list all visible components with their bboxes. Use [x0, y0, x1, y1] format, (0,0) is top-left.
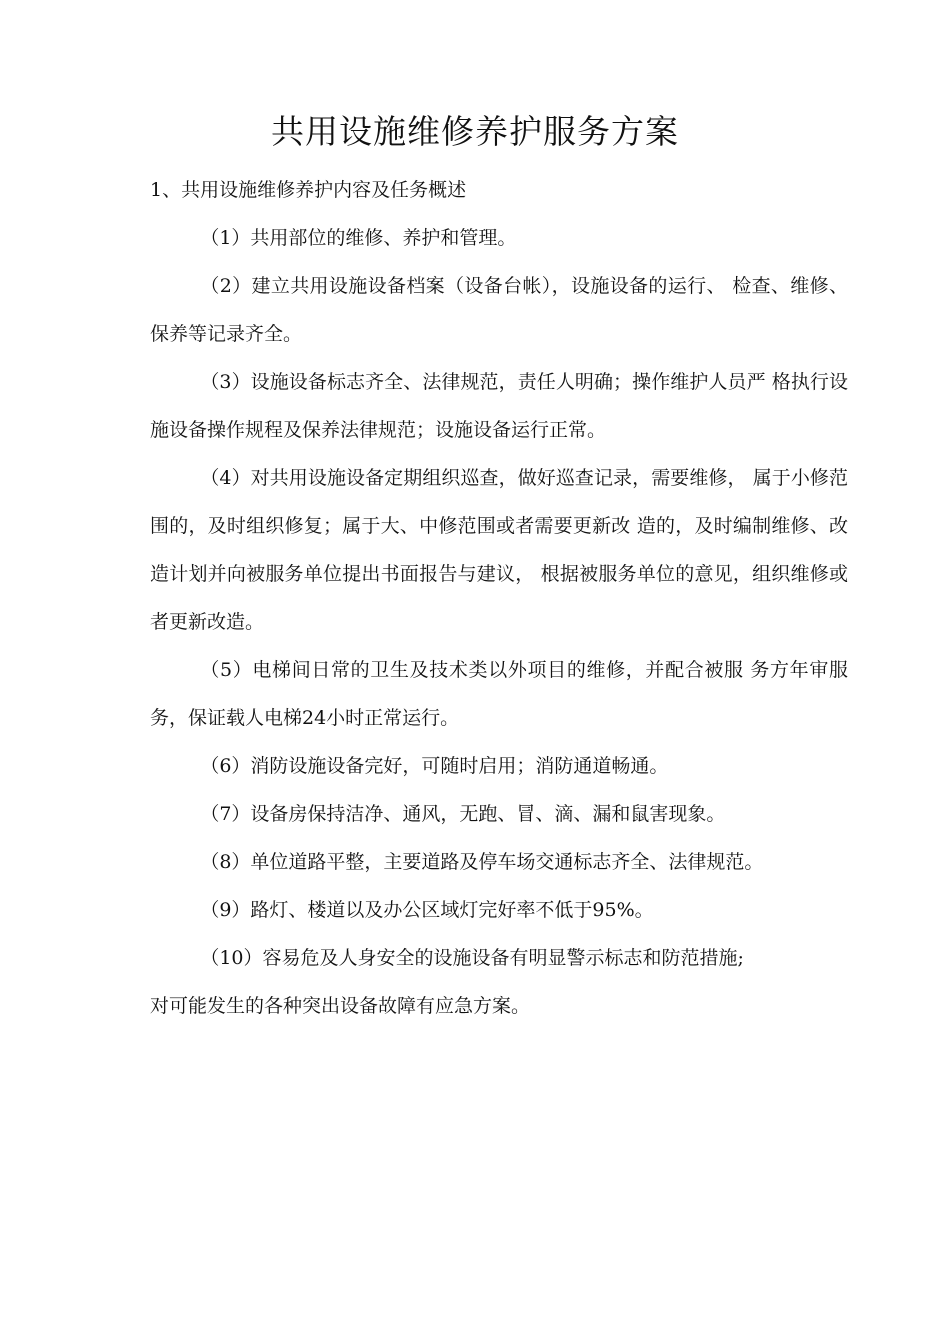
- list-item: （8）单位道路平整，主要道路及停车场交通标志齐全、法律规范。: [200, 851, 764, 873]
- list-item: （5）电梯间日常的卫生及技术类以外项目的维修，并配合被服 务方年审服务，保证载人电梯24小时正常运行。: [150, 659, 848, 729]
- list-item: （4）对共用设施设备定期组织巡查，做好巡查记录，需要维修， 属于小修范围的，及时组织修复；属于大、中修范围或者需要更新改 造的，及时编制维修、改造计划并向被服务单位提出书面报告与建议， 根据被服务单位的意见，组织维修或者更新改造。: [150, 467, 848, 633]
- list-item: （6）消防设施设备完好，可随时启用；消防通道畅通。: [200, 755, 669, 777]
- list-item: （2）建立共用设施设备档案（设备台帐），设施设备的运行、 检查、维修、保养等记录齐全。: [150, 275, 848, 345]
- list-item: （9）路灯、楼道以及办公区域灯完好率不低于95%。: [200, 899, 654, 921]
- list-item: （10）容易危及人身安全的设施设备有明显警示标志和防范措施;: [200, 947, 744, 969]
- document-title: 共用设施维修养护服务方案: [271, 112, 679, 151]
- document-body: [150, 166, 848, 1030]
- section-heading: 1、共用设施维修养护内容及任务概述: [150, 179, 467, 201]
- list-item: （3）设施设备标志齐全、法律规范，责任人明确；操作维护人员严 格执行设施设备操作规程及保养法律规范；设施设备运行正常。: [150, 371, 848, 441]
- list-item: （1）共用部位的维修、养护和管理。: [200, 227, 517, 249]
- list-item: （7）设备房保持洁净、通风，无跑、冒、滴、漏和鼠害现象。: [200, 803, 726, 825]
- closing-line: 对可能发生的各种突出设备故障有应急方案。: [150, 995, 531, 1017]
